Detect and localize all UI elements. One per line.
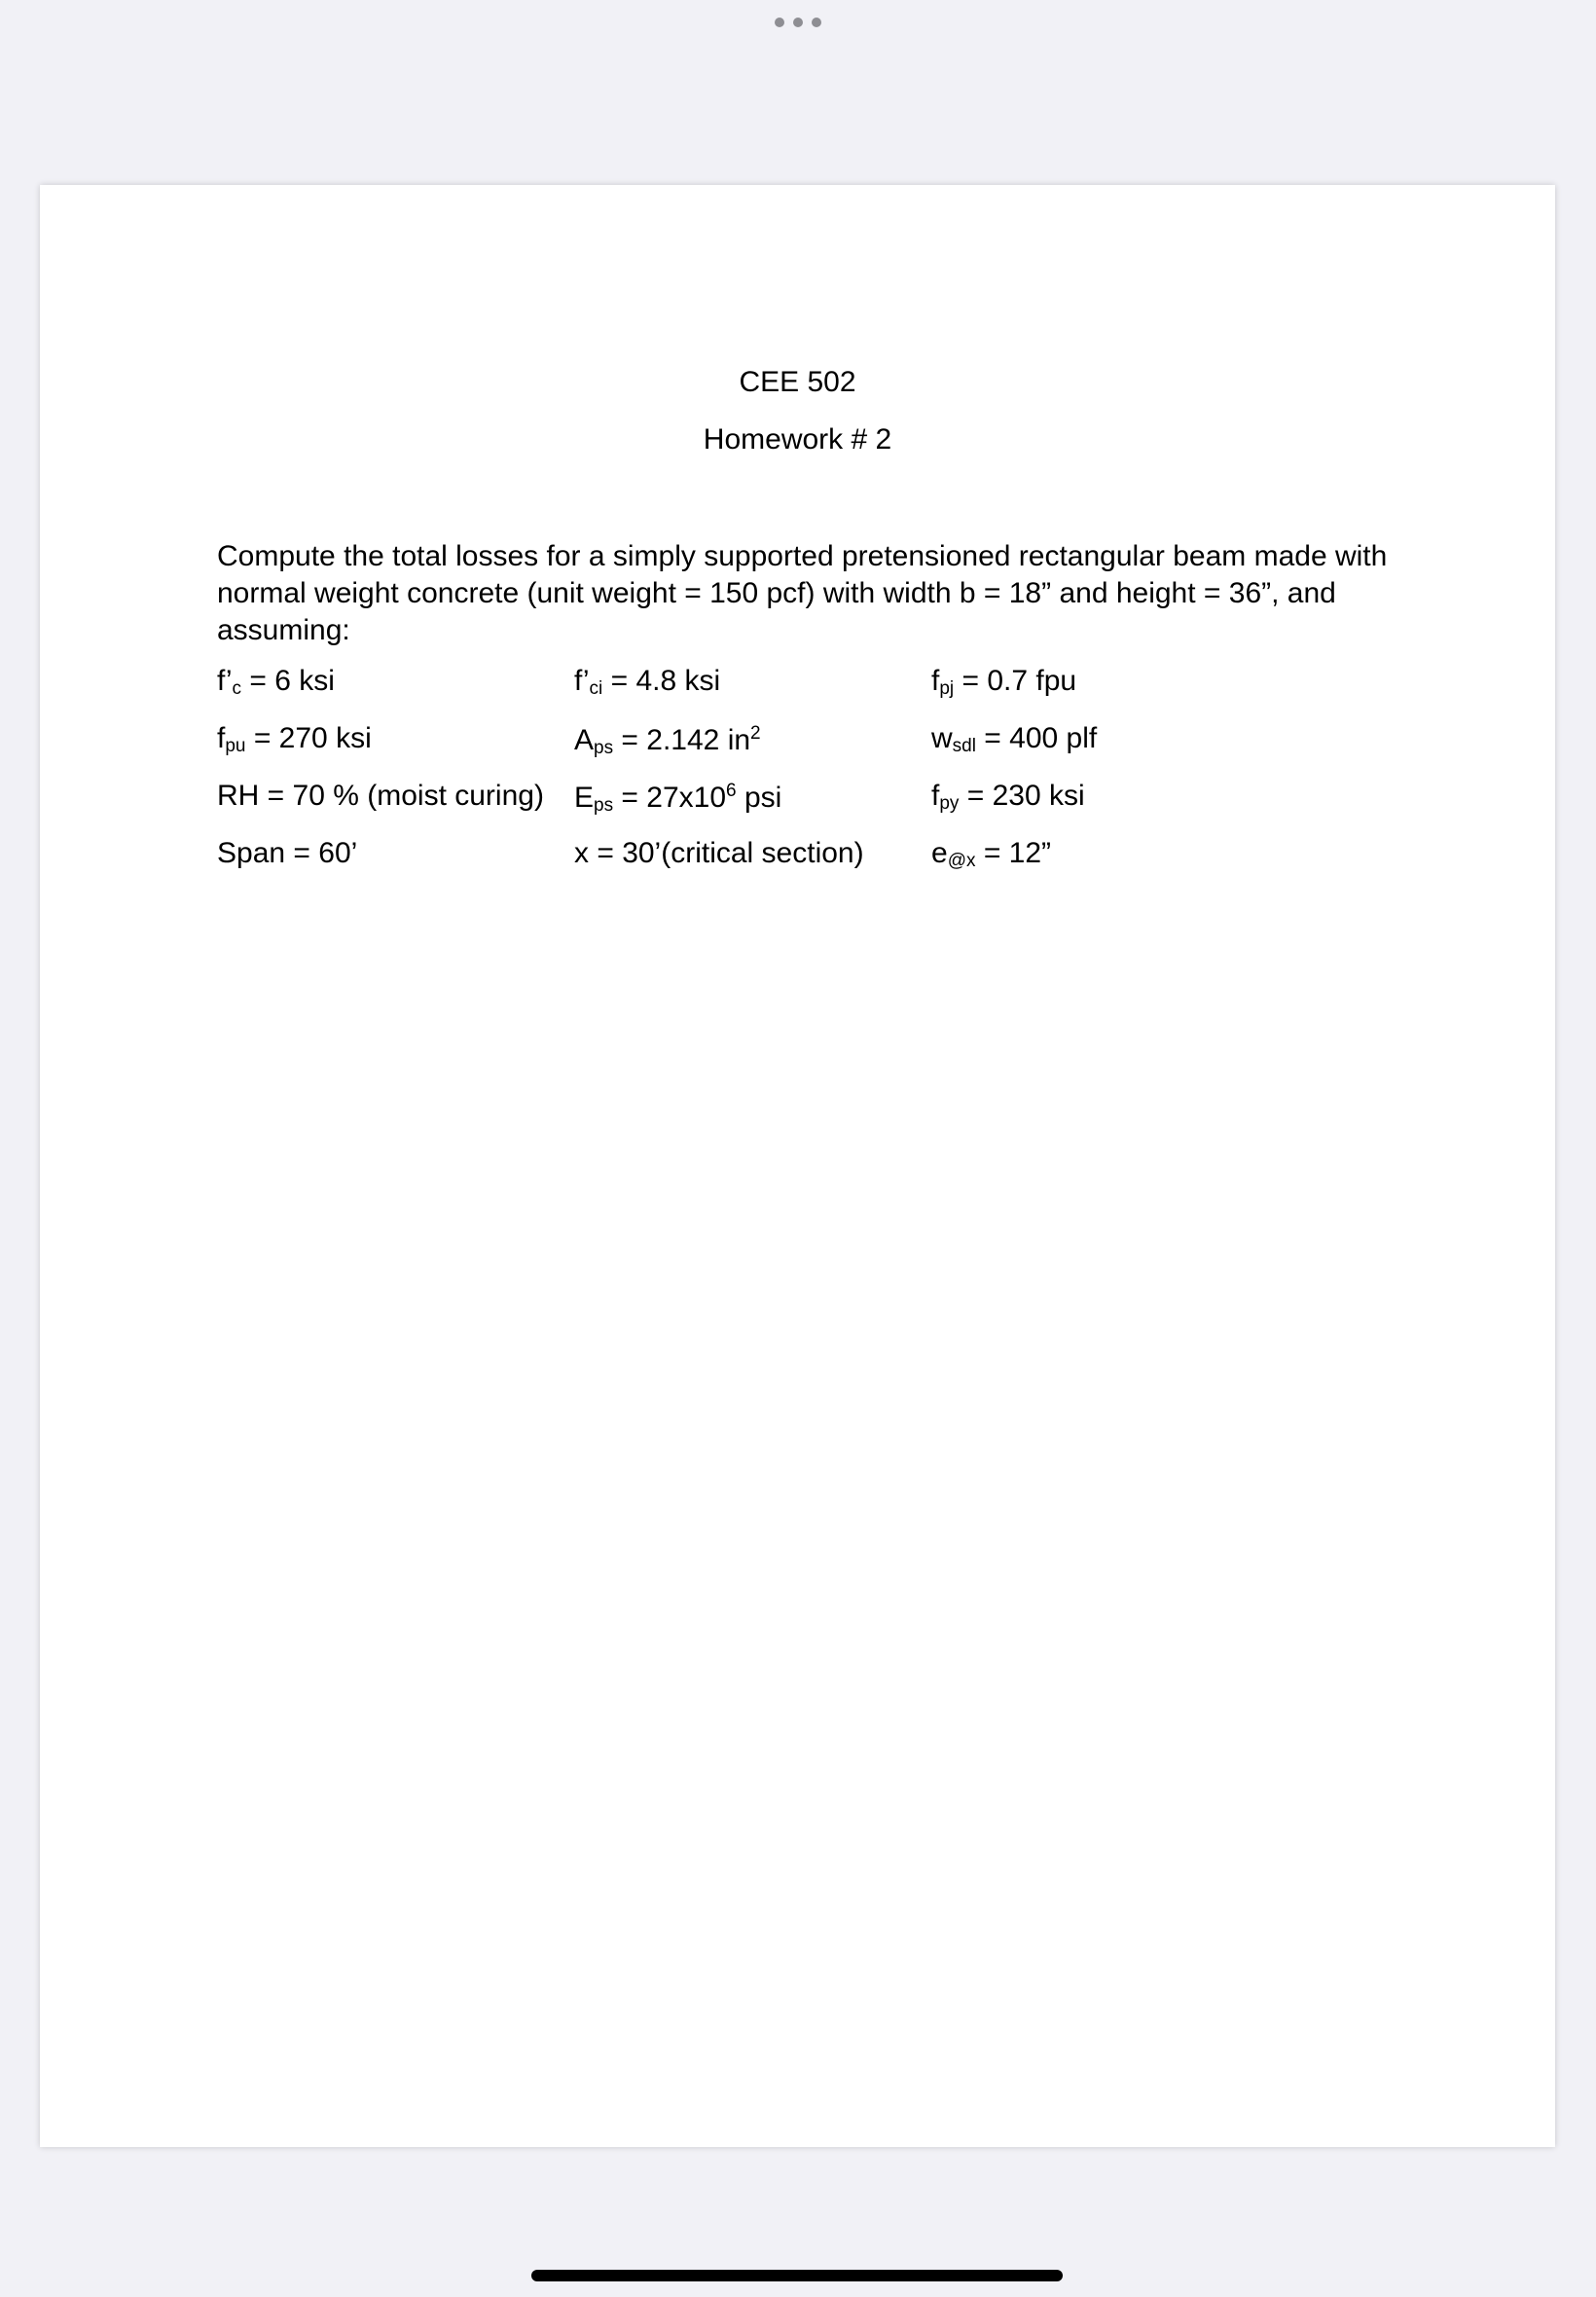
param-fc: $f’_c = 6$ ksi [217,665,335,699]
course-title: CEE 502 [739,366,856,398]
param-aps: $A_{ps} = 2.142$ $in^2$ [574,723,761,758]
param-span: Span = 60’ [217,837,358,869]
more-horizontal-icon-dot [793,18,803,27]
param-x: x = 30’(critical section) [574,837,864,869]
more-horizontal-icon-dot [812,18,821,27]
param-fpu: $f_{pu} = 270$ ksi [217,722,372,756]
param-fci: $f’_{ci} = 4.8$ ksi [574,665,721,699]
param-eps: $E_{ps} = 27x10^6$ psi [574,781,782,816]
param-rh: RH = 70 % (moist curing) [217,780,544,812]
param-fpy: $f_{py} = 230$ ksi [931,780,1085,814]
more-options-button[interactable] [775,16,821,29]
param-fpj: $f_{pj} = 0.7$ fpu [931,665,1077,699]
param-wsdl: $w_{sdl} = 400$ plf [931,722,1098,756]
home-indicator[interactable] [531,2270,1063,2281]
assignment-title: Homework # 2 [703,423,892,456]
param-ex: $e_{@x} = 12$” [931,837,1052,871]
more-horizontal-icon [775,18,784,27]
problem-statement: Compute the total losses for a simply supported pretensioned rectangular beam made with normal weight concrete (unit weight = 150 pcf) with width b = 18” and height = 36”, and assuming: [217,540,1388,646]
document-page[interactable] [40,185,1555,2147]
